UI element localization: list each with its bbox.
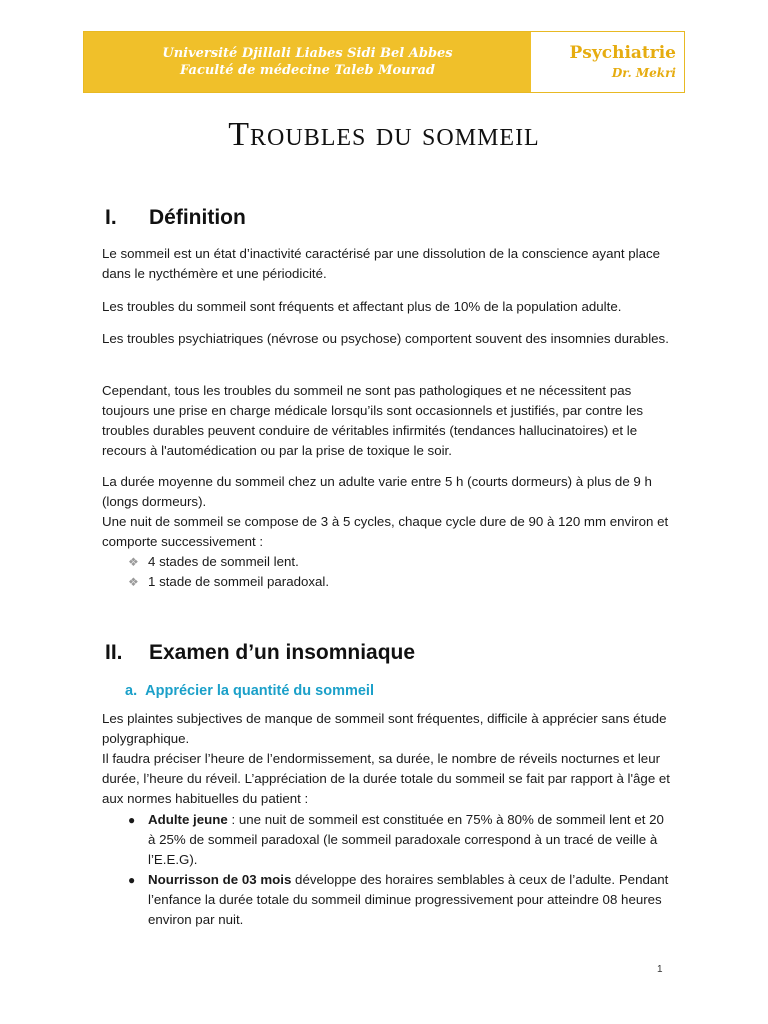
course-info (531, 32, 684, 92)
section-heading-examen (105, 641, 415, 665)
course-author: Dr. Mekri (611, 66, 676, 80)
subsection-title: Apprécier la quantité du sommeil (145, 683, 374, 699)
subsection-heading (125, 683, 374, 699)
paragraph: Cependant, tous les troubles du sommeil ne sont pas pathologiques et ne nécessitent pas toujours une prise en charge médicale lorsqu’ils sont occasionnels et justifiés, par contre les troubles durables peuvent conduire de véritables infirmités (tendances hallucinatoires) et le recours à l'automédication ou par la prise de toxique le soir. (102, 383, 644, 458)
list-item (128, 870, 673, 930)
paragraph: Les troubles psychiatriques (névrose ou psychose) comportent souvent des insomnies durables. (102, 331, 669, 346)
paragraph: Les plaintes subjectives de manque de sommeil sont fréquentes, difficile à apprécier sans étude polygraphique. (102, 711, 667, 746)
paragraph: La durée moyenne du sommeil chez un adulte varie entre 5 h (courts dormeurs) à plus de 9 h (longs dormeurs). (102, 474, 652, 509)
list-item (128, 572, 329, 592)
section-heading-definition (105, 206, 246, 230)
faculty-name: Faculté de médecine Taleb Mourad (180, 63, 435, 78)
subsection-letter: a. (125, 683, 138, 699)
section-title: Examen d’un insomniaque (149, 641, 416, 664)
paragraph: Il faudra préciser l’heure de l’endormissement, sa durée, le nombre de réveils nocturnes et leur durée, l’heure du réveil. L’appréciation de la durée totale du sommeil se fait par rapport à l'âge et aux normes habituelles du patient : (102, 751, 671, 806)
bullet-icon: ● (128, 813, 136, 827)
bullet-icon: ● (128, 873, 136, 887)
page-number: 1 (657, 964, 663, 975)
list-item-term: Nourrisson de 03 mois (148, 872, 292, 887)
list-item-text: 4 stades de sommeil lent. (148, 554, 299, 569)
paragraph: Les troubles du sommeil sont fréquents et affectant plus de 10% de la population adulte. (102, 299, 622, 314)
course-subject: Psychiatrie (569, 43, 676, 63)
section-number: II. (105, 641, 123, 664)
list-item (128, 552, 299, 572)
section-title: Définition (149, 206, 246, 229)
list-item (128, 810, 673, 870)
list-item-text: 1 stade de sommeil paradoxal. (148, 574, 330, 589)
paragraph: Le sommeil est un état d’inactivité caractérisé par une dissolution de la conscience ayant place dans le nycthémère et une périodicité. (102, 246, 661, 281)
document-header (83, 31, 685, 93)
paragraph: Une nuit de sommeil se compose de 3 à 5 cycles, chaque cycle dure de 90 à 120 mm environ et comporte successivement : (102, 514, 669, 549)
list-item-term: Adulte jeune (148, 812, 228, 827)
institution-banner (84, 32, 531, 92)
diamond-bullet-icon: ❖ (128, 555, 139, 569)
document-title: Troubles du sommeil (228, 116, 540, 153)
university-name: Université Djillali Liabes Sidi Bel Abbes (162, 46, 453, 61)
list-item-text: développe des horaires semblables à ceux de l’adulte. Pendant l’enfance la durée totale du sommeil diminue progressivement pour atteindre 08 heures environ par nuit. (148, 872, 669, 927)
section-number: I. (105, 206, 117, 229)
diamond-bullet-icon: ❖ (128, 575, 139, 589)
list-item-text: : une nuit de sommeil est constituée en 75% à 80% de sommeil lent et 20 à 25% de sommeil paradoxal (le sommeil paradoxale correspond à un tracé de veille à l’E.E.G). (148, 812, 664, 867)
